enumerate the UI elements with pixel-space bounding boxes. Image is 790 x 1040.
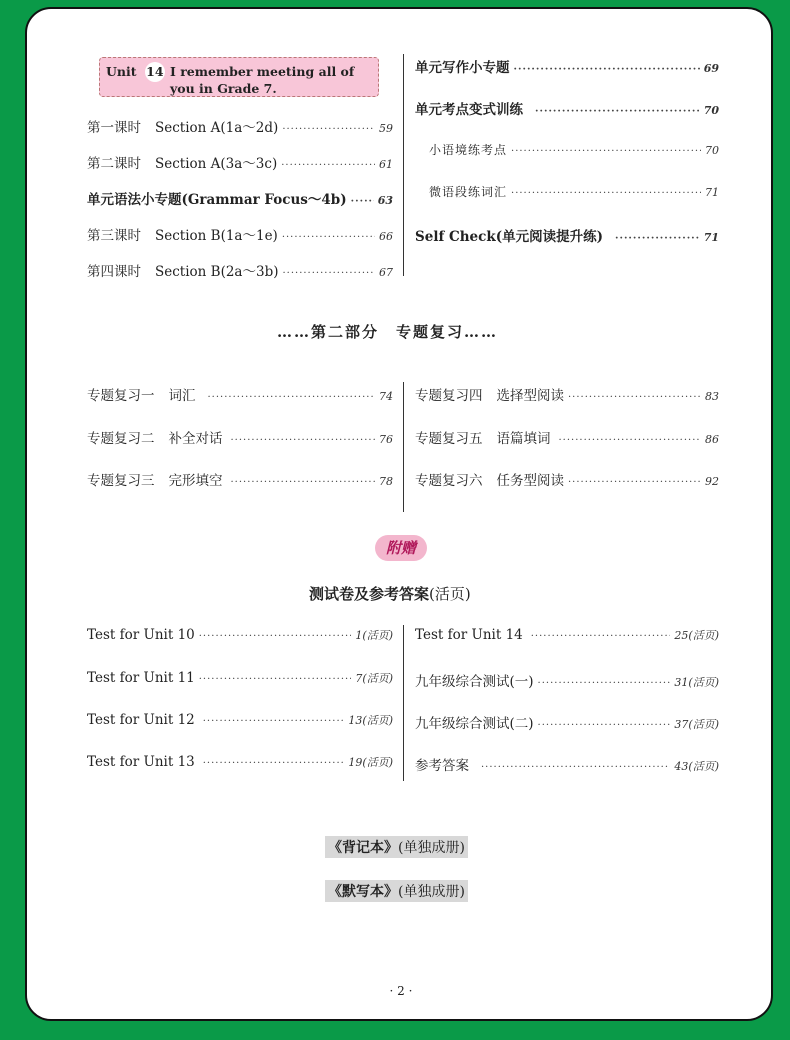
leader-dots (568, 477, 701, 488)
lesson-section: Section A(1a～2d) (155, 120, 279, 136)
page-number: 1 (355, 629, 363, 642)
toc-entry-vocab[interactable] (429, 183, 719, 203)
unit-label: Unit (106, 64, 137, 79)
toc-entry-context[interactable] (429, 141, 719, 161)
toc-entry-test-unit-14[interactable] (415, 627, 719, 647)
review-label: 专题复习三 (87, 473, 155, 489)
page-number: 67 (379, 266, 393, 279)
unit-title: I remember meeting all of you in Grade 7. (170, 64, 355, 96)
toc-entry-lesson-3[interactable] (87, 224, 393, 244)
page-number: 71 (705, 186, 719, 199)
page-note: (活页) (688, 676, 719, 689)
toc-entry-training[interactable] (415, 98, 719, 118)
leader-dots (282, 268, 375, 279)
leader-dots (538, 720, 671, 731)
entry-label: 微语段练词汇 (429, 185, 508, 199)
page-number: 70 (705, 144, 719, 157)
leader-dots (511, 146, 701, 157)
entry-label: 单元考点变式训练 (415, 102, 523, 118)
column-divider (403, 54, 404, 276)
leader-dots (203, 716, 345, 727)
review-topic: 词汇 (168, 388, 196, 404)
page-number: 25 (674, 629, 689, 642)
toc-entry-comprehensive-test-1[interactable] (415, 670, 719, 690)
entry-label: Self Check(单元阅读提升练) (415, 229, 603, 245)
review-label: 专题复习四 (415, 388, 483, 404)
page-number: 37 (674, 718, 689, 731)
test-label: Test for Unit 11 (87, 670, 195, 686)
page-number: 63 (377, 194, 393, 207)
review-label: 专题复习五 (415, 431, 483, 447)
column-divider (403, 382, 404, 512)
toc-entry-lesson-2[interactable] (87, 152, 393, 172)
page-number: 61 (379, 158, 393, 171)
review-label: 专题复习一 (87, 388, 155, 404)
lesson-label: 第一课时 (87, 120, 141, 136)
review-label: 专题复习六 (415, 473, 483, 489)
review-topic: 补全对话 (168, 431, 223, 447)
test-label: Test for Unit 12 (87, 712, 195, 728)
page-number: 71 (703, 231, 719, 244)
page-number: 69 (703, 62, 719, 75)
leader-dots (208, 392, 376, 403)
leader-dots (351, 196, 374, 207)
page-number: 13 (348, 714, 363, 727)
toc-entry-writing[interactable] (415, 56, 719, 76)
booklet-recitation (325, 836, 468, 858)
toc-entry-comprehensive-test-2[interactable] (415, 712, 719, 732)
appendix-badge: 附赠 (375, 535, 427, 561)
toc-entry-lesson-4[interactable] (87, 260, 393, 280)
lesson-label: 第二课时 (87, 156, 141, 172)
page-number: 83 (705, 390, 719, 403)
leader-dots (282, 124, 375, 135)
leader-dots (615, 233, 700, 244)
toc-page (25, 7, 773, 1021)
page-note: (活页) (362, 629, 393, 642)
review-topic: 任务型阅读 (496, 473, 564, 489)
part2-heading: ……第二部分 专题复习…… (277, 323, 499, 341)
toc-entry-review-1[interactable] (87, 384, 393, 404)
test-label: 九年级综合测试(一) (415, 674, 534, 690)
test-label: Test for Unit 14 (415, 627, 523, 643)
page-number: 59 (379, 122, 393, 135)
leader-dots (531, 631, 671, 642)
page-number: 7 (355, 672, 363, 685)
page-number: 19 (348, 756, 363, 769)
toc-entry-answer-key[interactable] (415, 754, 719, 774)
booklet-note: (单独成册) (398, 884, 465, 900)
booklet-note: (单独成册) (398, 840, 465, 856)
toc-entry-review-6[interactable] (415, 469, 719, 489)
toc-entry-test-unit-11[interactable] (87, 670, 393, 690)
page-note: (活页) (688, 629, 719, 642)
toc-entry-self-check[interactable] (415, 225, 719, 245)
page-number: 76 (379, 433, 393, 446)
toc-entry-review-3[interactable] (87, 469, 393, 489)
leader-dots (199, 631, 352, 642)
page-number: 31 (674, 676, 689, 689)
review-label: 专题复习二 (87, 431, 155, 447)
lesson-label: 第四课时 (87, 264, 141, 280)
page-note: (活页) (362, 756, 393, 769)
appendix-title-main: 测试卷及参考答案 (309, 585, 430, 603)
toc-entry-review-2[interactable] (87, 427, 393, 447)
page-number: 78 (379, 475, 393, 488)
toc-entry-review-4[interactable] (415, 384, 719, 404)
toc-entry-test-unit-10[interactable] (87, 627, 393, 647)
appendix-title-note: (活页) (429, 585, 471, 603)
appendix-title (309, 583, 471, 604)
review-topic: 语篇填词 (496, 431, 551, 447)
page-number: 43 (674, 760, 689, 773)
lesson-label: 第三课时 (87, 228, 141, 244)
test-label: Test for Unit 10 (87, 627, 195, 643)
lesson-section: Section B(1a～1e) (155, 228, 278, 244)
page-number: 70 (703, 104, 719, 117)
toc-entry-review-5[interactable] (415, 427, 719, 447)
leader-dots (282, 232, 375, 243)
leader-dots (568, 392, 701, 403)
leader-dots (481, 762, 670, 773)
toc-entry-lesson-1[interactable] (87, 116, 393, 136)
toc-entry-grammar-focus[interactable] (87, 188, 393, 208)
entry-label: 单元写作小专题 (415, 60, 510, 76)
toc-entry-test-unit-12[interactable] (87, 712, 393, 732)
leader-dots (511, 188, 701, 199)
lesson-section: Section B(2a～3b) (155, 264, 279, 280)
page-number: 66 (379, 230, 393, 243)
page-note: (活页) (688, 718, 719, 731)
leader-dots (281, 160, 375, 171)
leader-dots (535, 106, 700, 117)
leader-dots (199, 674, 352, 685)
leader-dots (203, 758, 345, 769)
page-note: (活页) (362, 672, 393, 685)
review-topic: 选择型阅读 (496, 388, 564, 404)
test-label: 参考答案 (415, 758, 469, 774)
page-note: (活页) (688, 760, 719, 773)
leader-dots (559, 435, 702, 446)
lesson-label: 单元语法小专题(Grammar Focus～4b) (87, 192, 347, 208)
leader-dots (514, 64, 700, 75)
unit-number-badge: 14 (145, 62, 165, 82)
test-label: 九年级综合测试(二) (415, 716, 534, 732)
page-number: 92 (705, 475, 719, 488)
lesson-section: Section A(3a～3c) (155, 156, 278, 172)
review-topic: 完形填空 (168, 473, 223, 489)
test-label: Test for Unit 13 (87, 754, 195, 770)
booklet-dictation (325, 880, 468, 902)
toc-entry-test-unit-13[interactable] (87, 754, 393, 774)
entry-label: 小语境练考点 (429, 143, 508, 157)
booklet-title: 《背记本》 (328, 840, 398, 856)
page-note: (活页) (362, 714, 393, 727)
leader-dots (538, 678, 671, 689)
leader-dots (231, 435, 376, 446)
page-number: 86 (705, 433, 719, 446)
booklet-title: 《默写本》 (328, 884, 398, 900)
page-footer-number: · 2 · (389, 984, 413, 998)
column-divider (403, 625, 404, 781)
unit-title-box (99, 57, 379, 97)
leader-dots (231, 477, 376, 488)
page-number: 74 (379, 390, 393, 403)
